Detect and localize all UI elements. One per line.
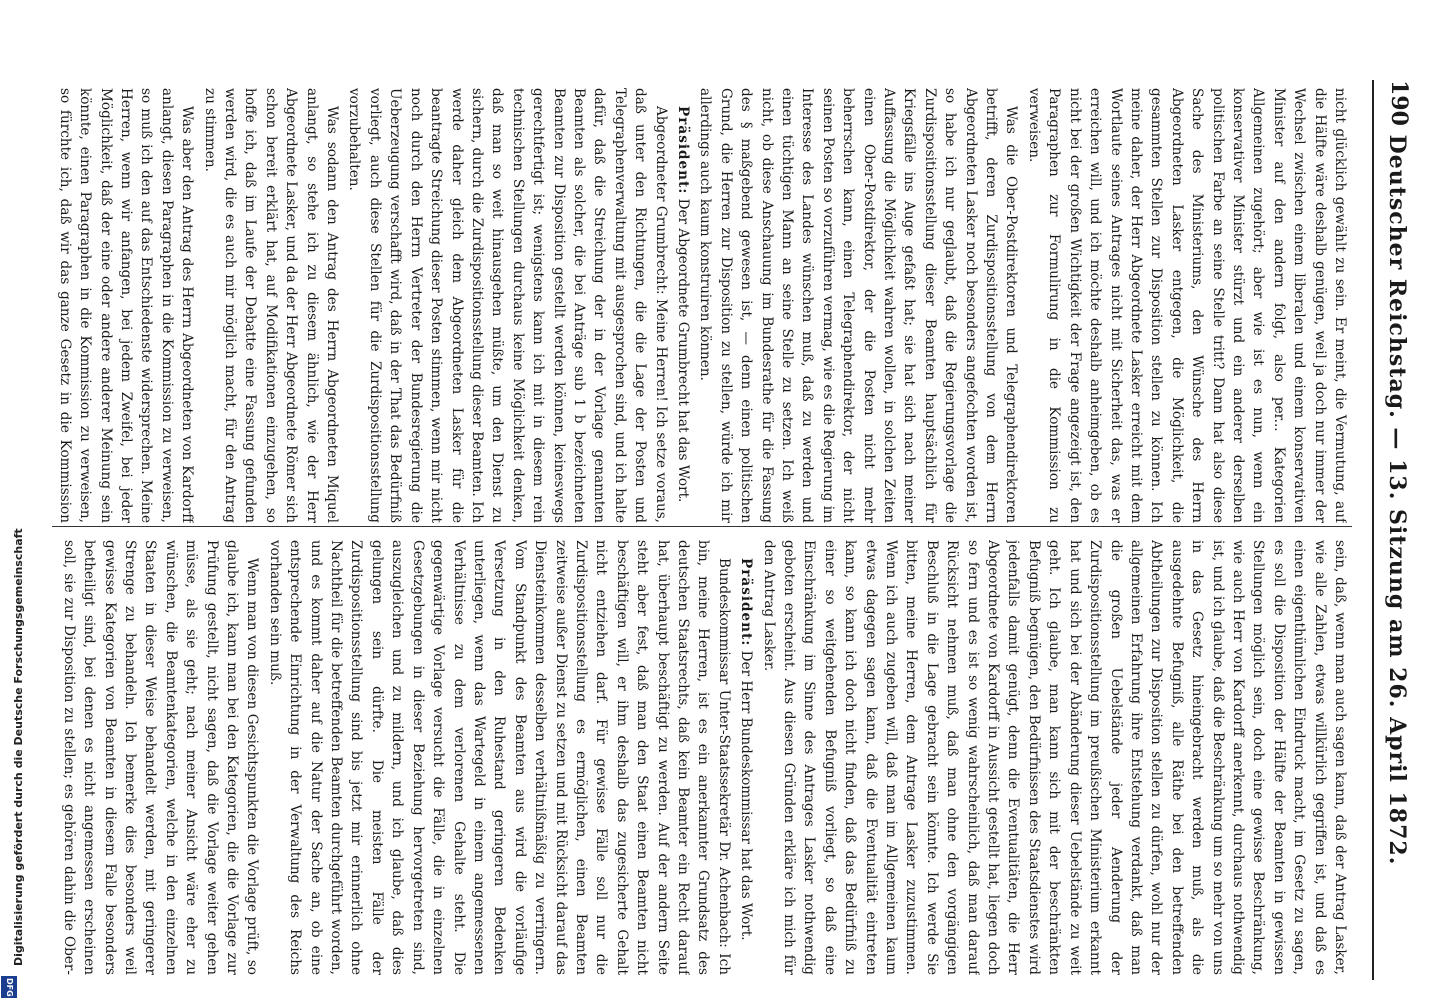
column-divider bbox=[52, 526, 1352, 527]
running-head: Deutscher Reichstag. — 13. Sitzung am 26. April 1872. bbox=[1384, 134, 1410, 866]
page-number: 190 bbox=[1386, 80, 1412, 126]
paragraph: nicht glücklich gewählt zu sein. Er meint, die Vermutung, auf die Hälfte wäre deshalb genügen, weil ja doch nur immer der Wechsel zwischen einem liberalen und einem konservativen Minister auf den andern folgt, also per... Kategorien Allgemeinen zugehört; aber wie ist es nun, wenn ein konservativer Minister stürzt und ein anderer derselben politischen Farbe an seine Stelle tritt? Dann hat also diese Sache des Ministeriums, den Wünsche des Herrn Abgeordneten Lasker entgegen, die Möglichkeit, die gesammten Stellen zur Disposition stellen zu können. Ich meine daher, der Herr Abgeordnete Lasker erreicht mit dem Wortlaute seines Antrages nicht mit Sicherheit das, was er erreichen will, und ich möchte deshalb anheimgeben, ob es nicht bei der großen Wichtigkeit der Frage angezeigt ist, den Paragraphen zur Formulirung in die Kommission zu verweisen. bbox=[1025, 88, 1348, 523]
credit-text: Digitalisierung gefördert durch die Deutsche Forschungsgemeinschaft bbox=[12, 528, 25, 966]
speech-heading-text: Der Abgeordnete Grumbrecht hat das Wort. bbox=[675, 198, 691, 503]
speech-heading bbox=[673, 88, 693, 523]
speech-heading bbox=[736, 540, 756, 975]
right-column bbox=[55, 540, 1350, 975]
page-header bbox=[1352, 0, 1432, 1000]
speaker-name: Präsident: bbox=[675, 106, 691, 195]
paragraph: Abgeordneter Grumbrecht: Meine Herren! Ich setze voraus, daß unter den Richtungen, die die Lage der Posten und Telegraphenverwaltung mit ausgesprochen sind, und ich halte dafür, daß die Streichung der in der Vorlage genannten Beamten als solcher, die bei Anträge sub 1 b bezeichneten Beamten zur Disposition gestellt werden können, keineswegs gerechtfertigt ist; wenigstens kann ich mit in diesem rein technischen Stellungen durchaus keine Möglichkeit denken, daß man so weit hinausgehen müßte, um den Dienst zu sichern, durch die Zurdispositionsstellung dieser Beamten. Ich werde daher gleich dem Abgeordneten Lasker für die beantragte Streichung dieser Posten stimmen, wenn mir nicht noch durch den Herrn Vertreter der Bundesregierung die Ueberzeugung verschafft wird, daß in der That das Bedürfniß vorliegt, auch diese Stellen für die Zurdispositionsstellung vorzubehalten. bbox=[346, 88, 669, 523]
paragraph: Was die Ober-Postdirektoren und Telegraphendirektoren betrifft, deren Zurdispositionsstellung von dem Herrn Abgeordneten Lasker noch besonders angefochten worden ist, so habe ich nur geglaubt, daß die Regierungsvorlage die Zurdispositionsstellung dieser Beamten hauptsächlich für Kriegsfälle ins Auge gefaßt hat; sie hat sich nach meiner Auffassung die Möglichkeit wahren wollen, in solchen Zeiten einen Ober-Postdirektor, der die Posten nicht mehr beherrschen kann, einen Telegraphendirektor, der nicht seinen Posten so vorzuführen vermag, wie es die Regierung im Interesse des Landes wünschen muß, daß zu werden und einen tüchtigen Mann an seine Stelle zu setzen. Ich weiß nicht, ob diese Anschauung im Bundesrathe für die Fassung des § maßgebend gewesen ist, — denn einen politischen Grund, die Herren zur Disposition zu stellen, würde ich mir allerdings auch kaum konstruiren können. bbox=[697, 88, 1020, 523]
paragraph: Bundeskommissar Unter-Staatssekretär Dr. Achenbach: Ich bin, meine Herren, ist es ein anerkannter Grundsatz des deutschen Staatsrechts, daß kein Beamter ein Recht darauf hat, überhaupt beschäftigt zu werden. Auf der andern Seite steht aber fest, daß man den Staat einen Beamten nicht beschäftigen will, er ihm deshalb das zugesicherte Gehalt nicht entziehen darf. Für gewisse Fälle soll nur die Zurdispositionsstellung es ermöglichen, einen Beamten zeitweise außer Dienst zu setzen und mit Rücksicht darauf das Diensteinkommen desselben verhältnißmäßig zu verringern. Vom Standpunkt des Beamten aus wird die vorläufige Versetzung in den Ruhestand geringeren Bedenken unterliegen, wenn das Wartegeld in einem angemessenen Verhältnisse zu dem verlorenen Gehalte steht. Die gegenwärtige Vorlage versucht die Fälle, die in einzelnen Gesetzgebungen in dieser Beziehung hervorgetreten sind, auszugleichen und zu mildern, und ich glaube, daß dies gelungen sein dürfte. Die meisten Fälle der Zurdispositionsstellung sind bis jetzt mir erinnerlich ohne Nachtheil für die betreffenden Beamten durchgeführt worden, und es kommt daher auf die Natur der Sache an, ob eine entsprechende Einrichtung in der Verwaltung des Reichs vorhanden sein muß. bbox=[266, 540, 732, 975]
speaker-name: Präsident: bbox=[738, 558, 755, 647]
header-rule bbox=[1372, 80, 1374, 980]
paragraph: Was aber den Antrag des Herrn Abgeordneten von Kardorff anlangt, diesen Paragraphen in die Kommission zu verweisen, so muß ich den auf das Entschiedenste widersprechen. Meine Herren, wenn wir anfangen, bei jedem Zweifel, bei jeder Möglichkeit, daß der eine oder andere anderer Meinung sein könnte, einen Paragraphen in die Kommission zu verweisen, so fürchte ich, daß wir das ganze Gesetz in die Kommission bbox=[56, 88, 196, 523]
paragraph: sein, daß, wenn man auch sagen kann, daß der Antrag Lasker, wie alle Zahlen, etwas willkürlich gegriffen ist, und daß es einen eigenthümlichen Eindruck macht, im Gesetz zu sagen, es soll die Disposition der Hälfte der Beamten in gewissen Stellungen möglich sein, doch eine gewisse Beschränkung, wie auch Herr von Kardorff anerkennt, durchaus nothwendig ist, und ich glaube, daß die Beschränkung um so mehr von uns in das Gesetz hineingebracht werden muß, als die ausgedehnte Befugniß, alle Räthe bei den betreffenden Abtheilungen zur Disposition stellen zu dürfen, wohl nur der allgemeinen Erfahrung ihre Entstehung verdankt, daß man die großen Uebelstände jeder Aenderung der Zurdispositionsstellung im preußischen Ministerium erkannt hat und sich bei der Abänderung dieser Uebelstände zu weit geht. Ich glaube, man kann sich mit der beschränkten Befugniß begnügen, den Bedürfnissen des Staatsdienstes wird jedenfalls damit genügt, denn die Eventualitäten, die Herr Abgeordnete von Kardorff in Aussicht gestellt hat, liegen doch so fern und es ist so wenig wahrscheinlich, daß man darauf Rücksicht nehmen muß, daß man ohne den vorgängigen Beschluß in die Lage gebracht sein könnte. Ich werde Sie bitten, meine Herren, dem Antrage Lasker zuzustimmen. Wenn ich auch zugeben will, daß man im Allgemeinen kaum etwas dagegen sagen kann, daß die Eventualität eintreten kann, so kann ich doch nicht finden, daß das Bedürfniß zu einer so weitgehenden Befugniß vorliegt, so daß eine Einschränkung im Sinne des Antrages Lasker nothwendig geboten erscheint. Aus diesen Gründen erkläre ich mich für den Antrag Lasker. bbox=[760, 540, 1348, 975]
paragraph: Was sodann den Antrag des Herrn Abgeordneten Miquel anlangt, so stehe ich zu diesem ähnlich, wie der Herr Abgeordnete Lasker, und da der Herr Abgeordnete Römer sich schon bereit erklärt hat, auf Modifikationen einzugehen, so hoffe ich, daß im Laufe der Debatte eine Fassung gefunden werden wird, die es auch mir möglich macht, für den Antrag zu stimmen. bbox=[201, 88, 341, 523]
digitization-credit bbox=[0, 6, 25, 997]
left-column bbox=[55, 88, 1350, 523]
dfg-logo: DFG bbox=[1, 976, 17, 998]
speech-heading-text: Der Herr Bundeskommissar hat das Wort. bbox=[738, 650, 755, 941]
paragraph: Wenn man von diesen Gesichtspunkten die Vorlage prüft, so glaube ich, kann man bei den Kategorien, die die Vorlage zur Prüfung gestellt, nicht sagen, daß die Vorlage weiter gehen müsse, als sie geht; nach meiner Ansicht wäre eher zu wünschen, die Beamtenkategorien, welche in den einzelnen Staaten in dieser Weise behandelt werden, mit geringerer Strenge zu behandeln. Ich bemerke dies besonders weil gewisse Kategorien von Beamten in diesem Falle besonders betheiligt sind, bei denen es nicht angemessen erscheinen soll, sie zur Disposition zu stellen; es gehören dahin die Ober- bbox=[60, 540, 261, 975]
